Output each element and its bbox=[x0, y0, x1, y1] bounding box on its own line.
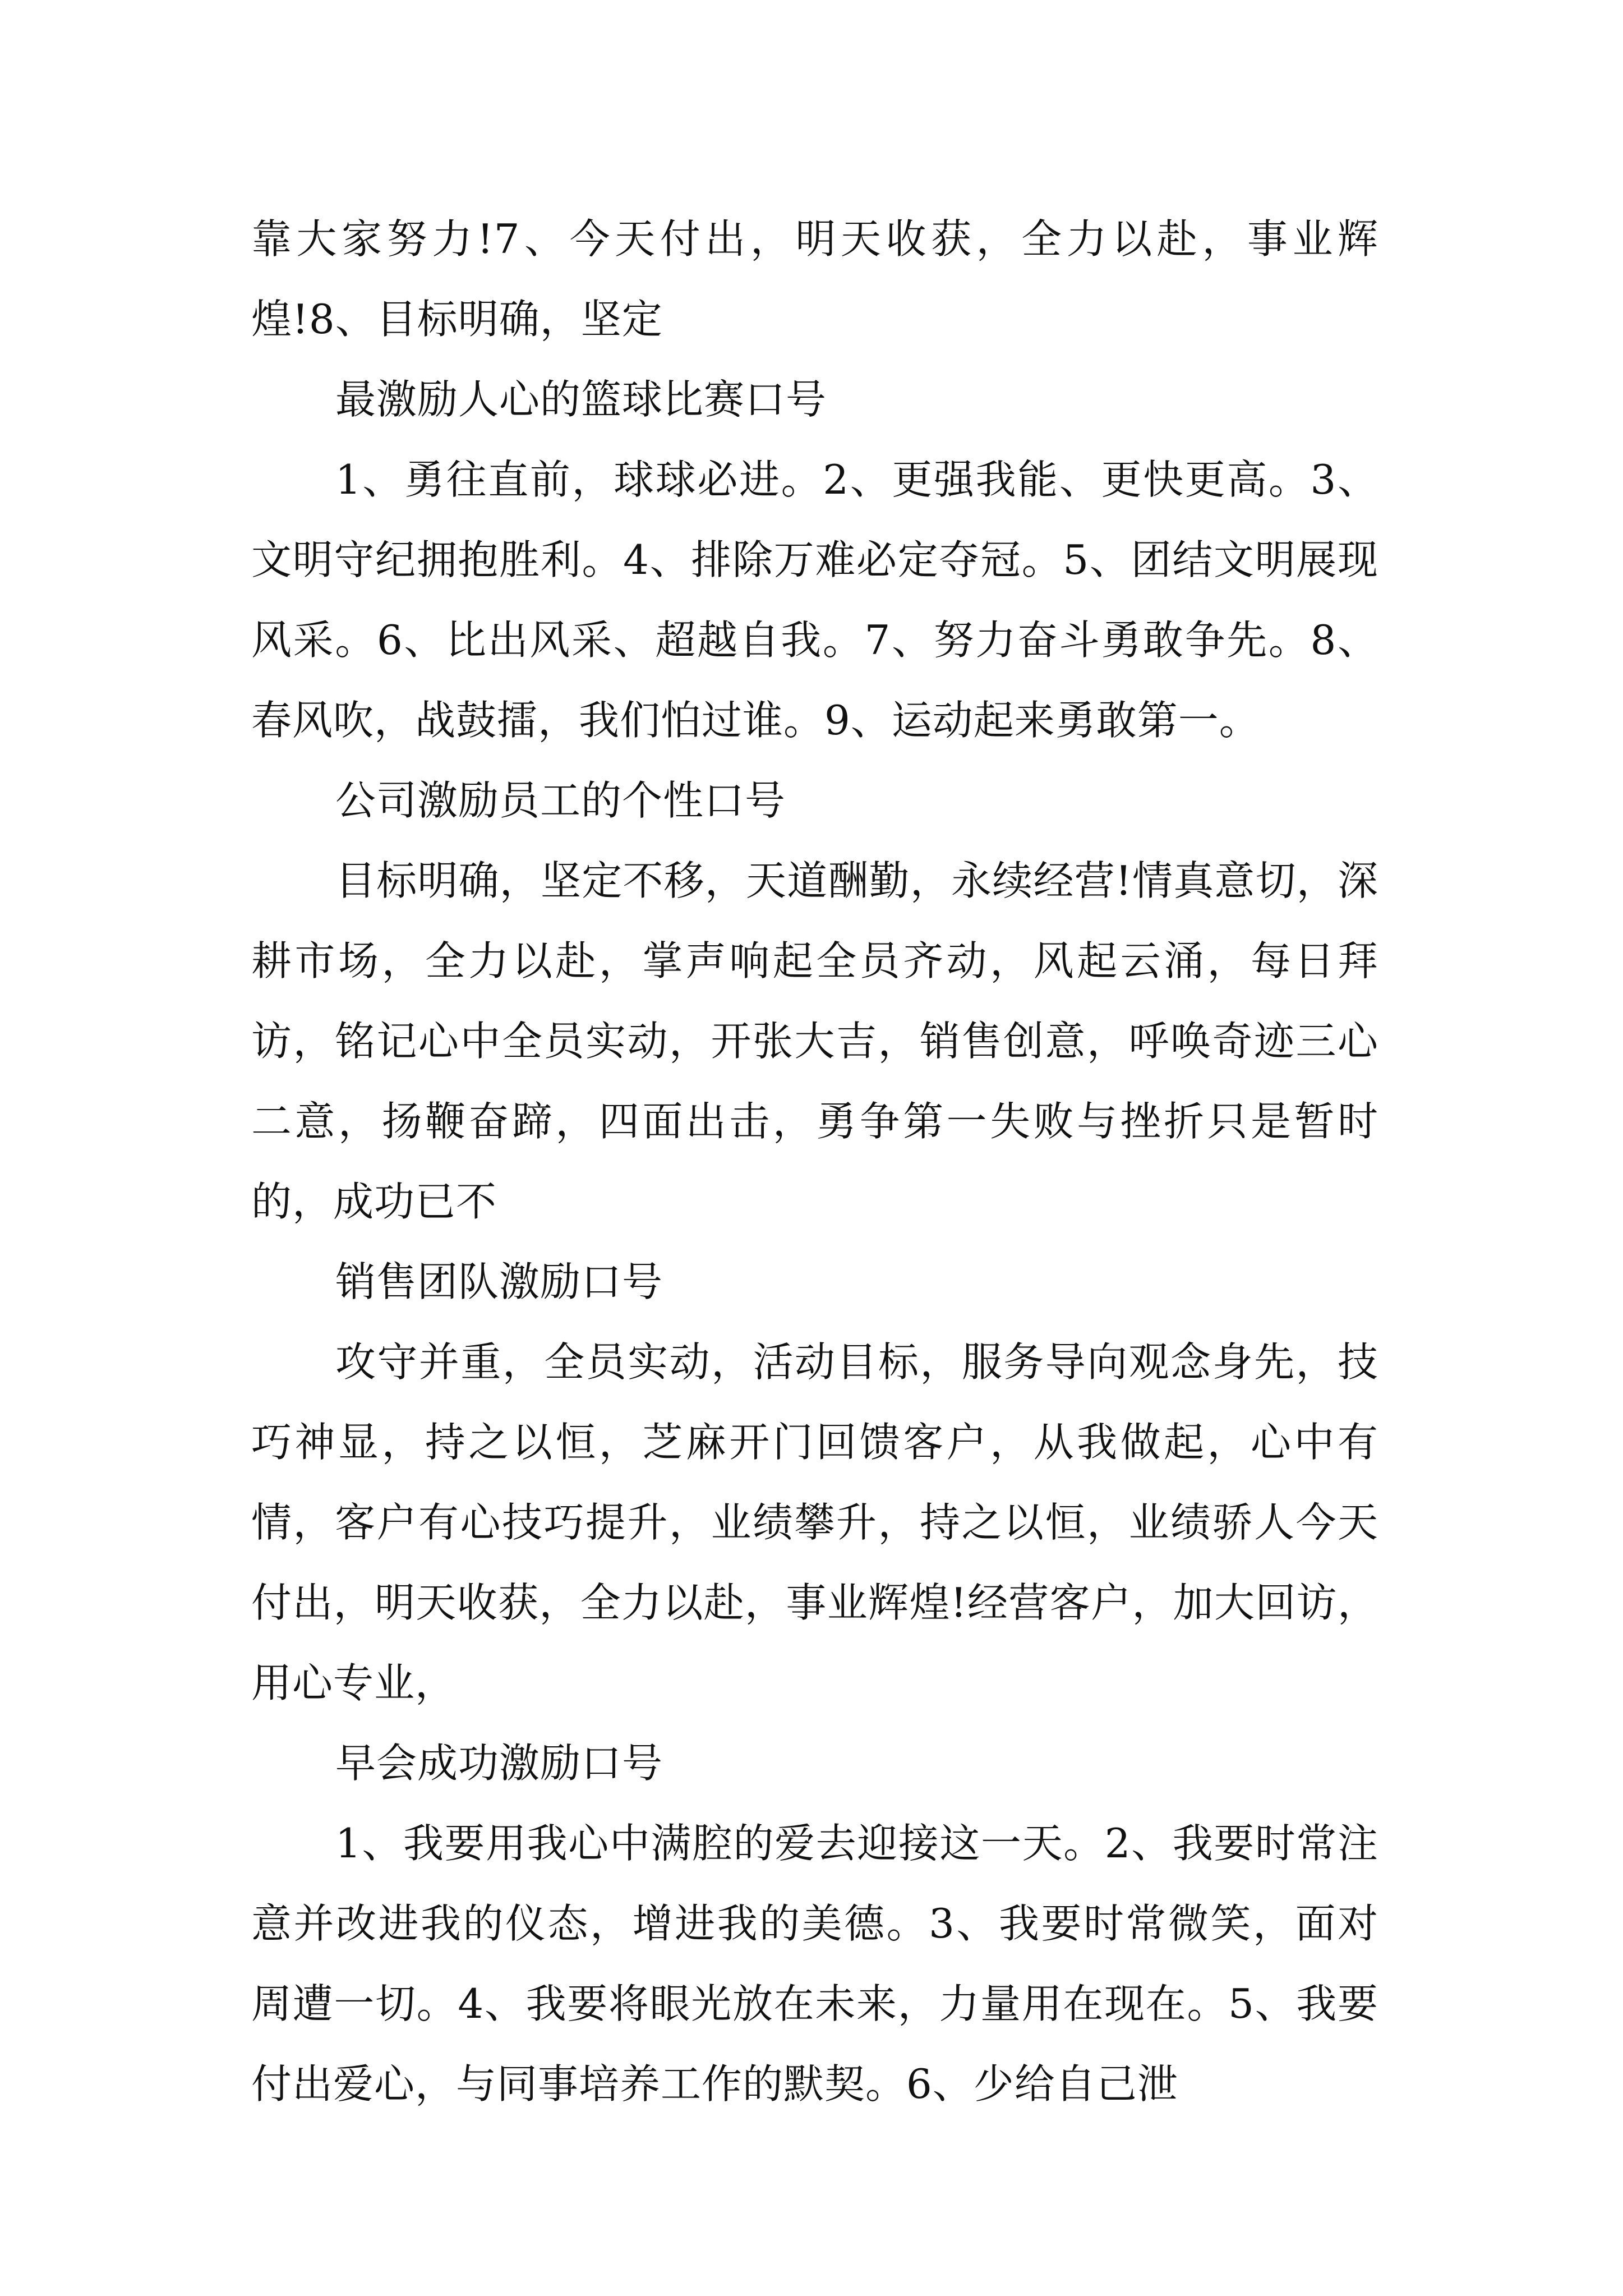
heading-company-slogans: 公司激励员工的个性口号 bbox=[335, 777, 786, 824]
heading-sales-team-slogans: 销售团队激励口号 bbox=[335, 1258, 663, 1305]
heading-basketball-slogans: 最激励人心的篮球比赛口号 bbox=[335, 376, 827, 423]
paragraph-intro: 靠大家努力!7、今天付出，明天收获，全力以赴，事业辉煌!8、目标明确，坚定 bbox=[251, 215, 1378, 343]
heading-morning-meeting-slogans: 早会成功激励口号 bbox=[335, 1740, 663, 1787]
document-body bbox=[251, 199, 1378, 2124]
paragraph-company-slogans: 目标明确，坚定不移，天道酬勤，永续经营!情真意切，深耕市场，全力以赴，掌声响起全员齐动，风起云涌，每日拜访，铭记心中全员实动，开张大吉，销售创意，呼唤奇迹三心二意，扬鞭奋蹄，四面出击，勇争第一失败与挫折只是暂时的，成功已不 bbox=[251, 857, 1378, 1225]
paragraph-sales-team-slogans: 攻守并重，全员实动，活动目标，服务导向观念身先，技巧神显，持之以恒，芝麻开门回馈客户，从我做起，心中有情，客户有心技巧提升，业绩攀升，持之以恒，业绩骄人今天付出，明天收获，全力以赴，事业辉煌!经营客户，加大回访，用心专业， bbox=[251, 1338, 1378, 1706]
paragraph-morning-meeting-slogans: 1、我要用我心中满腔的爱去迎接这一天。2、我要时常注意并改进我的仪态，增进我的美德。3、我要时常微笑，面对周遭一切。4、我要将眼光放在未来，力量用在现在。5、我要付出爱心，与同事培养工作的默契。6、少给自己泄 bbox=[251, 1820, 1378, 2108]
paragraph-basketball-slogans: 1、勇往直前，球球必进。2、更强我能、更快更高。3、文明守纪拥抱胜利。4、排除万难必定夺冠。5、团结文明展现风采。6、比出风采、超越自我。7、努力奋斗勇敢争先。8、春风吹，战鼓擂，我们怕过谁。9、运动起来勇敢第一。 bbox=[251, 456, 1378, 744]
